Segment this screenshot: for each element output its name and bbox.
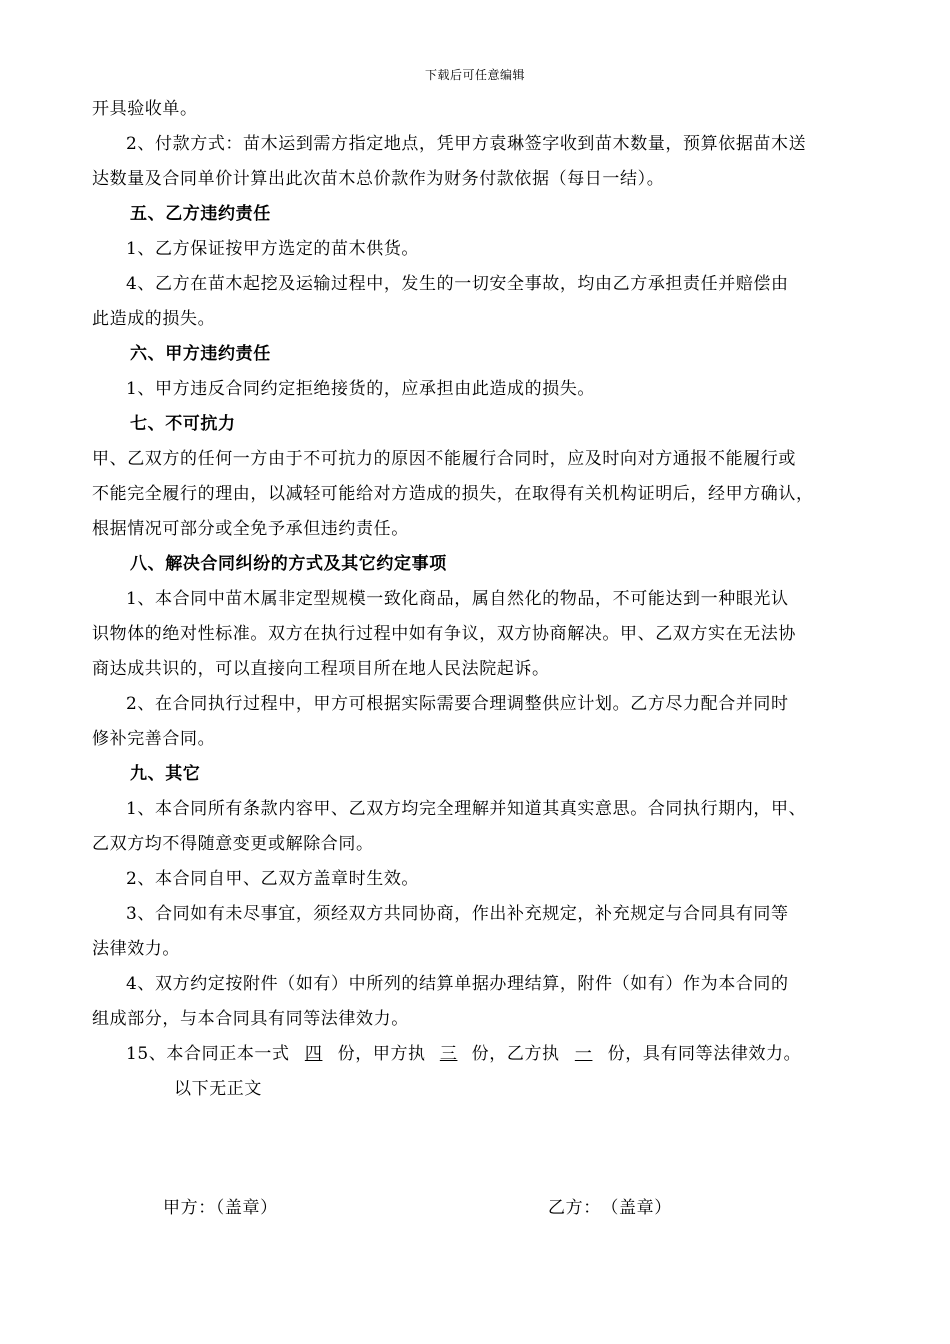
signature-party-b: 乙方： （盖章）: [548, 1198, 672, 1218]
section-heading: 六、甲方违约责任: [130, 344, 271, 364]
paragraph-line: 1、甲方违反合同约定拒绝接货的，应承担由此造成的损失。: [126, 379, 596, 399]
paragraph-line: 乙双方均不得随意变更或解除合同。: [92, 834, 374, 854]
paragraph-line: 此造成的损失。: [92, 309, 216, 329]
paragraph-line: 组成部分，与本合同具有同等法律效力。: [92, 1009, 409, 1029]
paragraph-line: 2、在合同执行过程中，甲方可根据实际需要合理调整供应计划。乙方尽力配合并同时: [126, 694, 789, 714]
copies-party-b: 一: [574, 1044, 593, 1064]
section-heading: 五、乙方违约责任: [130, 204, 271, 224]
paragraph-line: 2、本合同自甲、乙双方盖章时生效。: [126, 869, 420, 889]
paragraph-line: 1、本合同所有条款内容甲、乙双方均完全理解并知道其真实意思。合同执行期内，甲、: [126, 799, 807, 819]
section-heading: 七、不可抗力: [130, 414, 236, 434]
section-heading: 九、其它: [130, 764, 201, 784]
paragraph-line: 开具验收单。: [92, 99, 198, 119]
paragraph-line: 识物体的绝对性标准。双方在执行过程中如有争议，双方协商解决。甲、乙双方实在无法协: [92, 624, 796, 644]
paragraph-line: 根据情况可部分或全免予承但违约责任。: [92, 519, 409, 539]
payment-clause: 2、付款方式：苗木运到需方指定地点，凭甲方袁琳签字收到苗木数量，预算依据苗木送: [126, 134, 807, 154]
paragraph-line: 达数量及合同单价计算出此次苗木总价款作为财务付款依据（每日一结）。: [92, 169, 665, 189]
copies-mid2: 份，乙方执: [471, 1044, 560, 1064]
copies-prefix: 15、本合同正本一式: [126, 1044, 290, 1064]
copies-clause: [92, 1037, 868, 1072]
copies-total: 四: [304, 1044, 323, 1064]
paragraph-line: 甲、乙双方的任何一方由于不可抗力的原因不能履行合同时，应及时向对方通报不能履行或: [92, 449, 796, 469]
paragraph-line: 修补完善合同。: [92, 729, 216, 749]
section-heading: 八、解决合同纠纷的方式及其它约定事项: [130, 554, 447, 574]
paragraph-line: 1、本合同中苗木属非定型规模一致化商品，属自然化的物品，不可能达到一种眼光认: [126, 589, 789, 609]
copies-suffix: 份，具有同等法律效力。: [607, 1044, 802, 1064]
copies-party-a: 三: [439, 1044, 458, 1064]
signature-party-a: 甲方：（盖章）: [163, 1198, 278, 1218]
paragraph-line: 不能完全履行的理由，以减轻可能给对方造成的损失，在取得有关机构证明后，经甲方确认，: [92, 484, 814, 504]
copies-mid1: 份，甲方执: [337, 1044, 426, 1064]
paragraph-line: 3、合同如有未尽事宜，须经双方共同协商，作出补充规定，补充规定与合同具有同等: [126, 904, 789, 924]
paragraph-line: 4、乙方在苗木起挖及运输过程中，发生的一切安全事故，均由乙方承担责任并赔偿由: [126, 274, 789, 294]
no-more-text: 以下无正文: [174, 1079, 262, 1099]
contract-body: [92, 92, 868, 1107]
paragraph-line: 1、乙方保证按甲方选定的苗木供货。: [126, 239, 420, 259]
paragraph-line: 4、双方约定按附件（如有）中所列的结算单据办理结算，附件（如有）作为本合同的: [126, 974, 789, 994]
paragraph-line: 法律效力。: [92, 939, 180, 959]
paragraph-line: 商达成共识的，可以直接向工程项目所在地人民法院起诉。: [92, 659, 550, 679]
page-header: 下载后可任意编辑: [424, 68, 525, 82]
